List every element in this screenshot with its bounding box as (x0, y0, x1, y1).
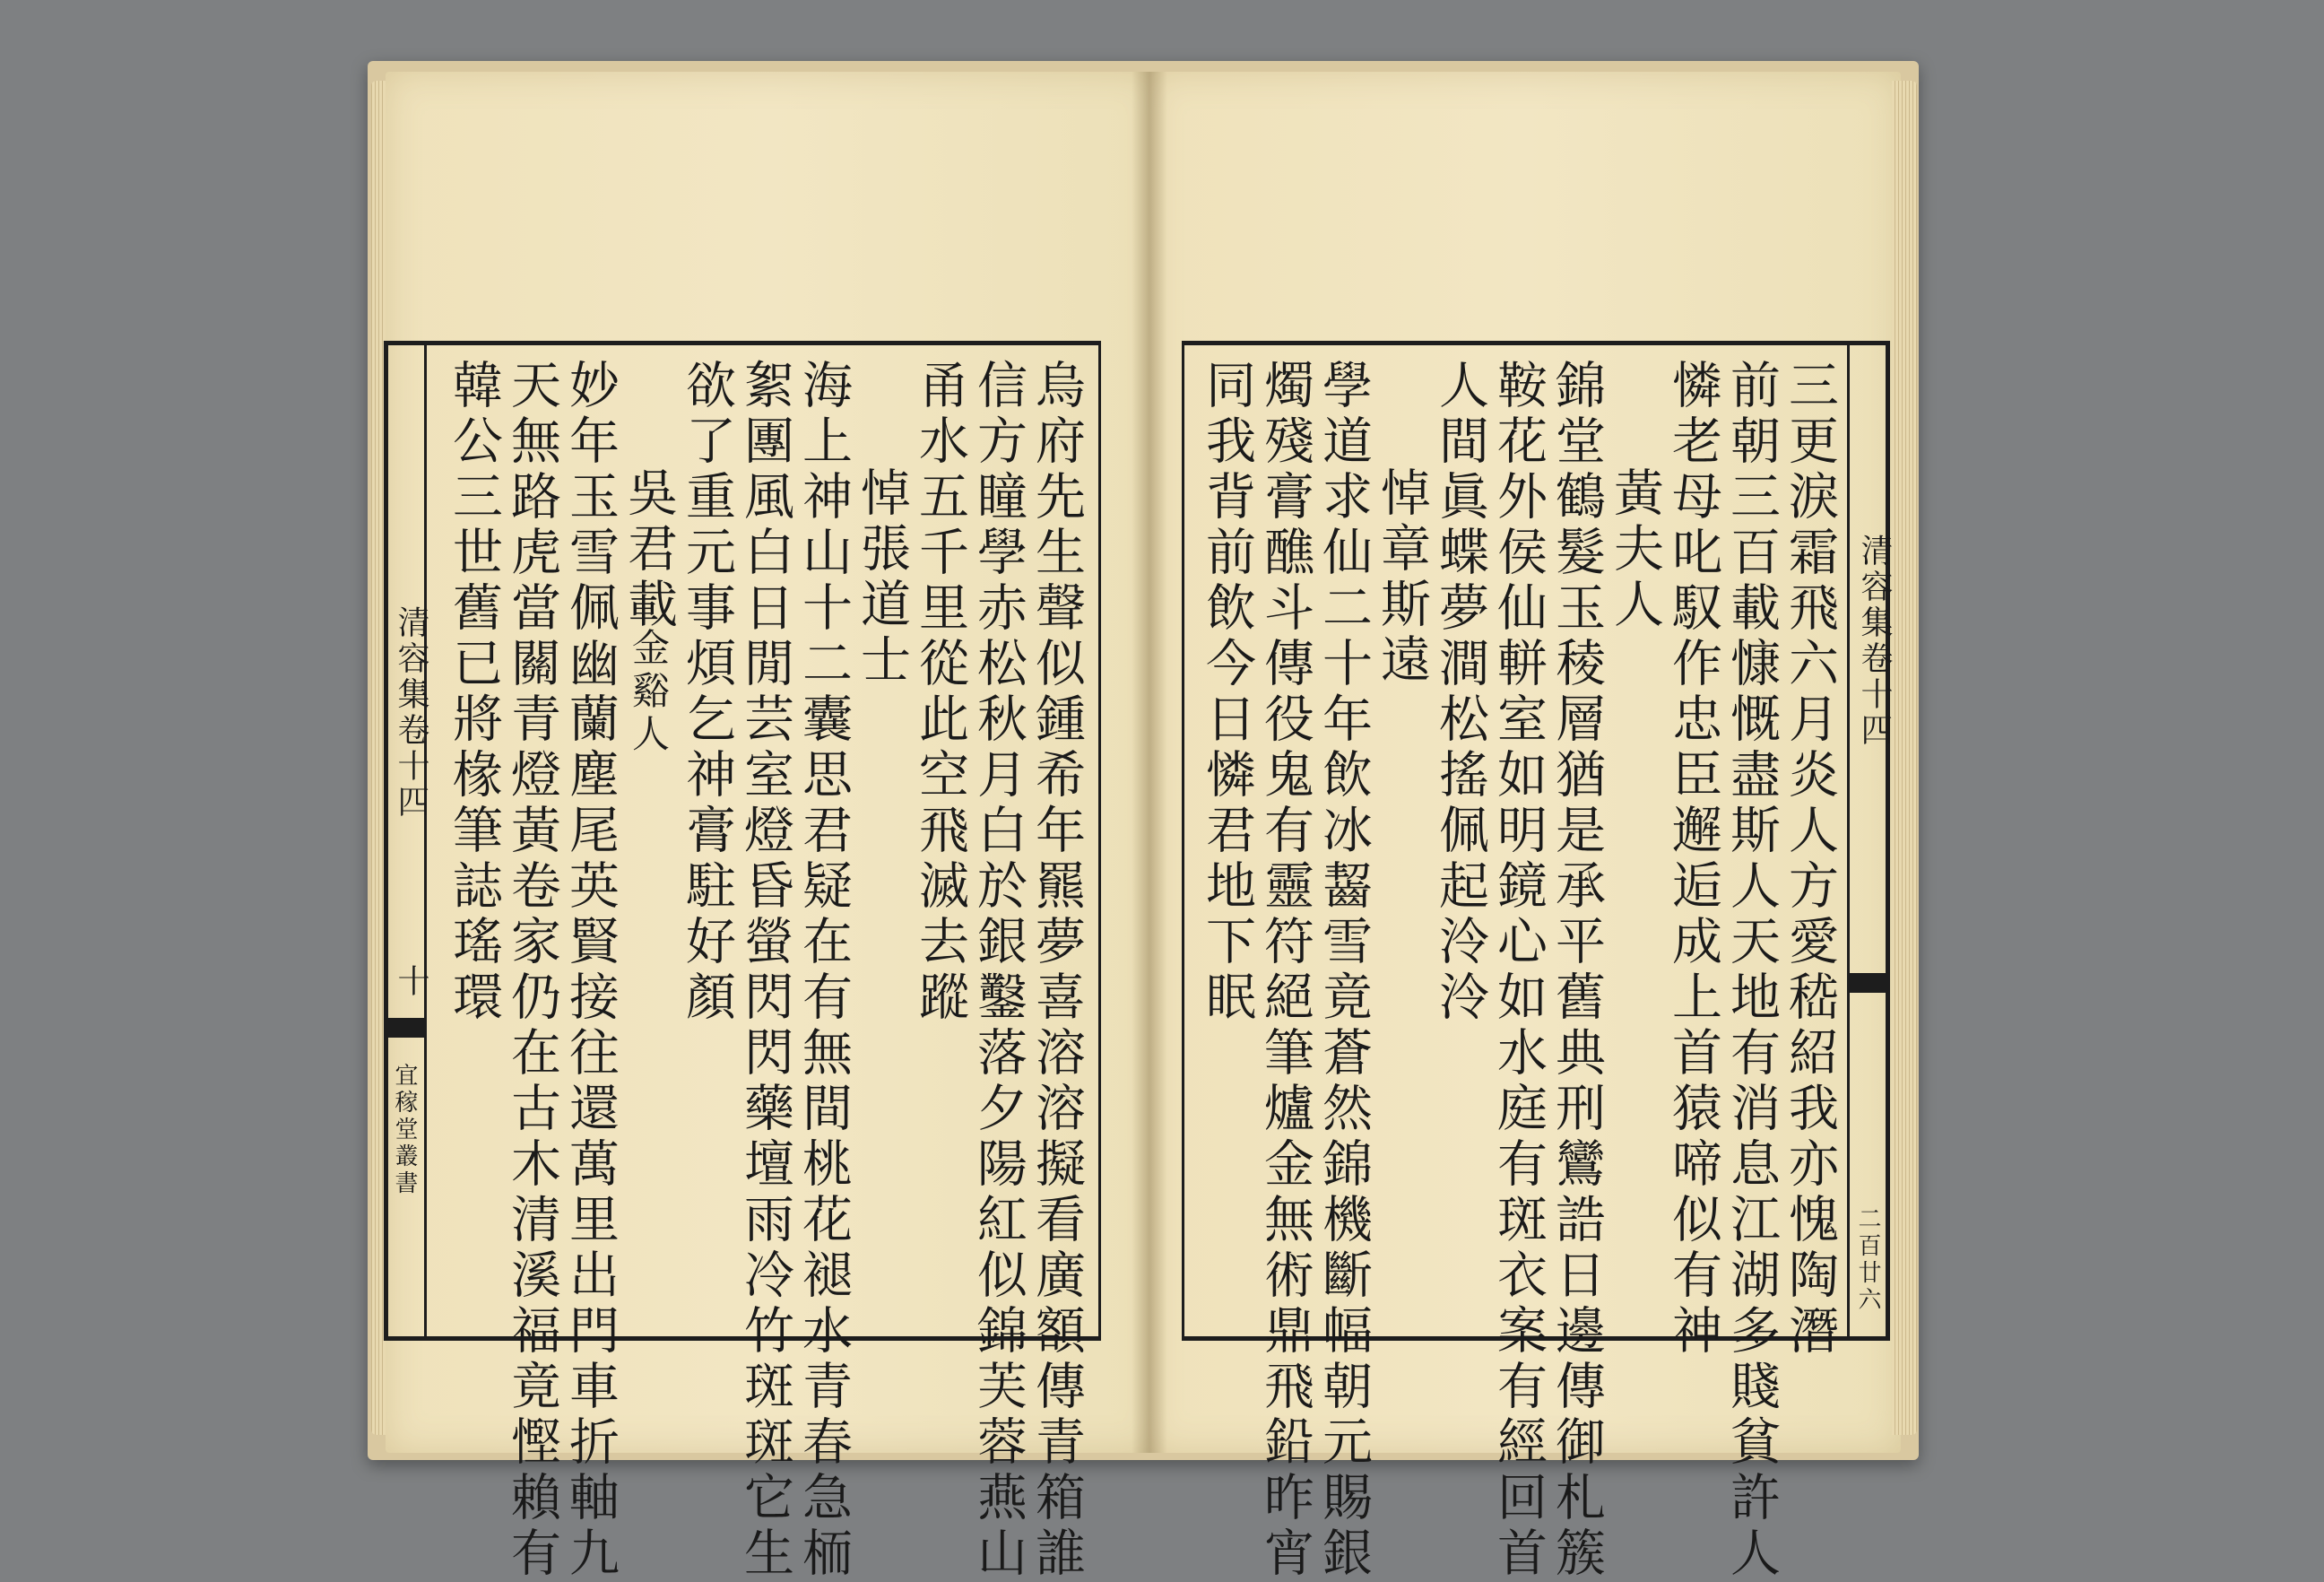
left-poem-title-2-note: 金谿人 (627, 628, 671, 757)
left-poem-title-2: 吳君載 (620, 466, 678, 633)
left-banxin-title: 清容集卷十四 (393, 605, 429, 821)
right-column-1: 三更淚霜飛六月炎人方愛嵇紹我亦愧陶潛 (1781, 359, 1839, 1360)
left-column-5: 海上神山十二囊思君疑在有無間桃花褪水青春急栭 (794, 359, 853, 1582)
right-column-6: 鞍花外侯仙軿室如明鏡心如水庭有斑衣案有經回首 (1489, 359, 1548, 1582)
left-column-6: 絮團風白日閒芸室燈昏螢閃閃藥壇雨冷竹斑斑它生 (736, 359, 794, 1582)
left-column-10: 天無路虎當關青燈黃卷家仍在古木清溪福竟慳賴有 (503, 359, 561, 1582)
right-column-2: 前朝三百載慷慨盡斯人天地有消息江湖多賤貧許人 (1722, 359, 1781, 1582)
left-banxin-publisher: 宜稼堂叢書 (391, 1063, 418, 1197)
left-column-7: 欲了重元事煩乞神膏駐好顏 (678, 359, 736, 1026)
right-column-3: 憐老母叱馭作忠臣邂逅成上首猿啼似有神 (1664, 359, 1722, 1360)
right-banxin-title: 清容集卷十四 (1856, 534, 1893, 749)
page-edges-right (1892, 81, 1917, 1435)
right-column-11: 同我背前飲今日憐君地下眠 (1198, 359, 1256, 1026)
left-column-11: 韓公三世舊已將椽筆誌瑤環 (445, 359, 503, 1026)
left-poem-title-1: 悼張道士 (853, 466, 911, 689)
left-fishtail-mark (386, 1018, 424, 1038)
left-banxin (384, 345, 427, 1336)
right-column-10: 燭殘膏醮斗傳役鬼有靈符絕筆爐金無術鼎飛鉛昨宵 (1256, 359, 1314, 1582)
right-banxin (1847, 345, 1893, 1336)
left-column-9: 妙年玉雪佩幽蘭塵尾英賢接往還萬里出門車折軸九 (561, 359, 620, 1582)
right-poem-title-2: 悼章斯遠 (1373, 466, 1431, 689)
right-fishtail-mark (1850, 973, 1887, 993)
right-column-9: 學道求仙二十年飲冰齧雪竟蒼然錦機斷幅朝元賜銀 (1314, 359, 1373, 1582)
right-banxin-page-number: 二百廿六 (1854, 1206, 1881, 1314)
left-column-2: 信方瞳學赤松秋月白於銀鑿落夕陽紅似錦芙蓉燕山 (969, 359, 1028, 1582)
right-column-5: 錦堂鶴髮玉稜層猶是承平舊典刑鸞誥日邊傳御札簇 (1548, 359, 1606, 1582)
right-poem-title-1: 黃夫人 (1606, 466, 1664, 633)
book-gutter (1132, 72, 1167, 1453)
left-banxin-page-number: 十 (393, 964, 429, 1000)
left-column-1: 烏府先生聲似鍾希年羆夢喜溶溶擬看廣額傳青箱誰 (1028, 359, 1086, 1582)
left-column-3: 甬水五千里從此空飛滅去蹤 (911, 359, 969, 1026)
right-column-7: 人間眞蝶夢澗松搖佩起泠泠 (1431, 359, 1489, 1026)
